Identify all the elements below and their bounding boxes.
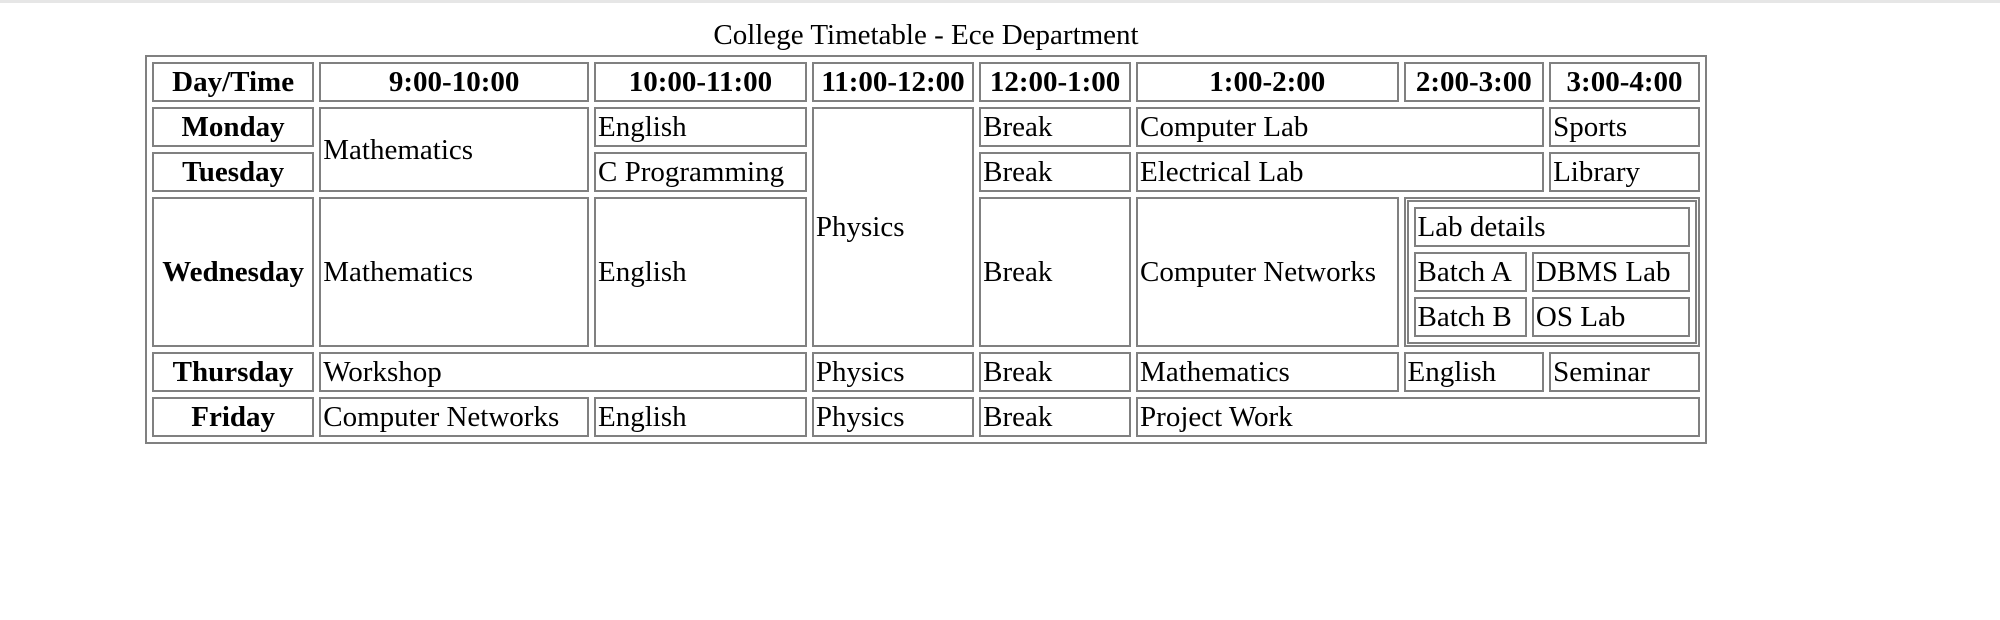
cell-thu-2-3: English — [1404, 352, 1545, 392]
cell-fri-12-1: Break — [979, 397, 1131, 437]
timetable — [145, 18, 1707, 444]
cell-wed-12-1: Break — [979, 197, 1131, 347]
cell-mon-1-3: Computer Lab — [1136, 107, 1544, 147]
cell-mon-3-4: Sports — [1549, 107, 1700, 147]
lab-details-title: Lab details — [1414, 207, 1690, 247]
header-slot-12-1: 12:00-1:00 — [979, 62, 1131, 102]
header-slot-11-12: 11:00-12:00 — [812, 62, 974, 102]
cell-wed-1-2: Computer Networks — [1136, 197, 1399, 347]
cell-wed-9-10: Mathematics — [319, 197, 589, 347]
cell-thu-12-1: Break — [979, 352, 1131, 392]
cell-mon-tue-9-10: Mathematics — [319, 107, 589, 192]
cell-wed-10-11: English — [594, 197, 807, 347]
cell-fri-1-4: Project Work — [1136, 397, 1700, 437]
lab-batch-b-lab: OS Lab — [1532, 297, 1690, 337]
header-slot-1-2: 1:00-2:00 — [1136, 62, 1399, 102]
header-slot-3-4: 3:00-4:00 — [1549, 62, 1700, 102]
lab-batch-a-lab: DBMS Lab — [1532, 252, 1690, 292]
cell-tue-1-3: Electrical Lab — [1136, 152, 1544, 192]
lab-details-title-row — [1414, 207, 1690, 247]
cell-thu-3-4: Seminar — [1549, 352, 1700, 392]
top-border-line — [0, 0, 2000, 3]
row-monday — [152, 107, 1700, 147]
lab-details-table — [1407, 200, 1697, 344]
day-monday: Monday — [152, 107, 314, 147]
lab-batch-a: Batch A — [1414, 252, 1527, 292]
cell-fri-9-10: Computer Networks — [319, 397, 589, 437]
row-friday — [152, 397, 1700, 437]
cell-tue-3-4: Library — [1549, 152, 1700, 192]
cell-mon-10-11: English — [594, 107, 807, 147]
cell-tue-12-1: Break — [979, 152, 1131, 192]
header-day-time: Day/Time — [152, 62, 314, 102]
day-tuesday: Tuesday — [152, 152, 314, 192]
cell-mon-wed-11-12: Physics — [812, 107, 974, 347]
header-slot-10-11: 10:00-11:00 — [594, 62, 807, 102]
timetable-container — [145, 18, 1707, 444]
cell-thu-11-12: Physics — [812, 352, 974, 392]
day-wednesday: Wednesday — [152, 197, 314, 347]
lab-row-batch-b — [1414, 297, 1690, 337]
cell-fri-10-11: English — [594, 397, 807, 437]
header-slot-2-3: 2:00-3:00 — [1404, 62, 1545, 102]
cell-thu-1-2: Mathematics — [1136, 352, 1399, 392]
lab-batch-b: Batch B — [1414, 297, 1527, 337]
timetable-caption: College Timetable - Ece Department — [713, 19, 1139, 51]
lab-row-batch-a — [1414, 252, 1690, 292]
cell-fri-11-12: Physics — [812, 397, 974, 437]
header-row — [152, 62, 1700, 102]
cell-wed-lab-details — [1404, 197, 1700, 347]
cell-tue-10-11: C Programming — [594, 152, 807, 192]
row-thursday — [152, 352, 1700, 392]
day-friday: Friday — [152, 397, 314, 437]
header-slot-9-10: 9:00-10:00 — [319, 62, 589, 102]
day-thursday: Thursday — [152, 352, 314, 392]
cell-thu-9-11: Workshop — [319, 352, 807, 392]
cell-mon-12-1: Break — [979, 107, 1131, 147]
